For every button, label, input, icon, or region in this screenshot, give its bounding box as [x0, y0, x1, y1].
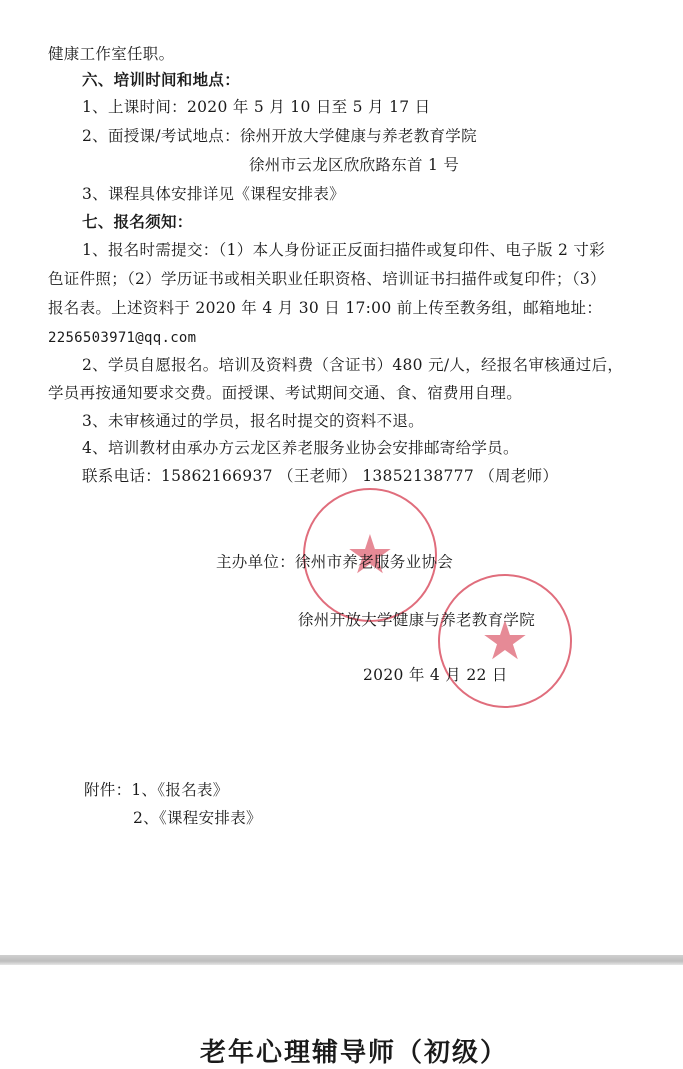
section7-item1-line1: 1、报名时需提交：（1）本人身份证正反面扫描件或复印件、电子版 2 寸彩	[82, 241, 605, 259]
star-icon: ★	[480, 609, 530, 672]
page-separator	[0, 955, 683, 965]
contact-phones: 联系电话：15862166937 （王老师） 13852138777 （周老师）	[82, 467, 559, 485]
star-icon: ★	[345, 523, 395, 586]
continuation-text: 健康工作室任职。	[48, 45, 175, 63]
section6-item2: 2、面授课/考试地点：徐州开放大学健康与养老教育学院	[82, 127, 477, 145]
section7-item2-line1: 2、学员自愿报名。培训及资料费（含证书）480 元/人，经报名审核通过后，	[82, 356, 624, 374]
next-page-title: 老年心理辅导师（初级）	[200, 1038, 509, 1068]
section7-item2-line2: 学员再按通知要求交费。面授课、考试期间交通、食、宿费用自理。	[48, 384, 523, 402]
host-organization: 主办单位：徐州市养老服务业协会	[216, 553, 454, 571]
section7-heading: 七、报名须知：	[82, 212, 193, 231]
signature-date: 2020 年 4 月 22 日	[363, 666, 508, 684]
section6-item1: 1、上课时间：2020 年 5 月 10 日至 5 月 17 日	[82, 98, 431, 116]
attachment-1: 附件：1、《报名表》	[84, 781, 229, 799]
section7-item3: 3、未审核通过的学员，报名时提交的资料不退。	[82, 412, 424, 430]
section6-heading: 六、培训时间和地点：	[82, 70, 241, 89]
co-host-organization: 徐州开放大学健康与养老教育学院	[298, 611, 536, 629]
section6-item3: 3、课程具体安排详见《课程安排表》	[82, 185, 345, 203]
email-address: 2256503971@qq.com	[48, 330, 197, 346]
section7-item4: 4、培训教材由承办方云龙区养老服务业协会安排邮寄给学员。	[82, 439, 519, 457]
section7-item1-line2: 色证件照；（2）学历证书或相关职业任职资格、培训证书扫描件或复印件；（3）	[48, 270, 606, 288]
attachment-2: 2、《课程安排表》	[133, 809, 262, 827]
section7-item1-line3: 报名表。上述资料于 2020 年 4 月 30 日 17:00 前上传至教务组，邮箱地址：	[48, 299, 603, 317]
section6-address: 徐州市云龙区欣欣路东首 1 号	[249, 156, 460, 174]
seal-university	[438, 574, 572, 708]
